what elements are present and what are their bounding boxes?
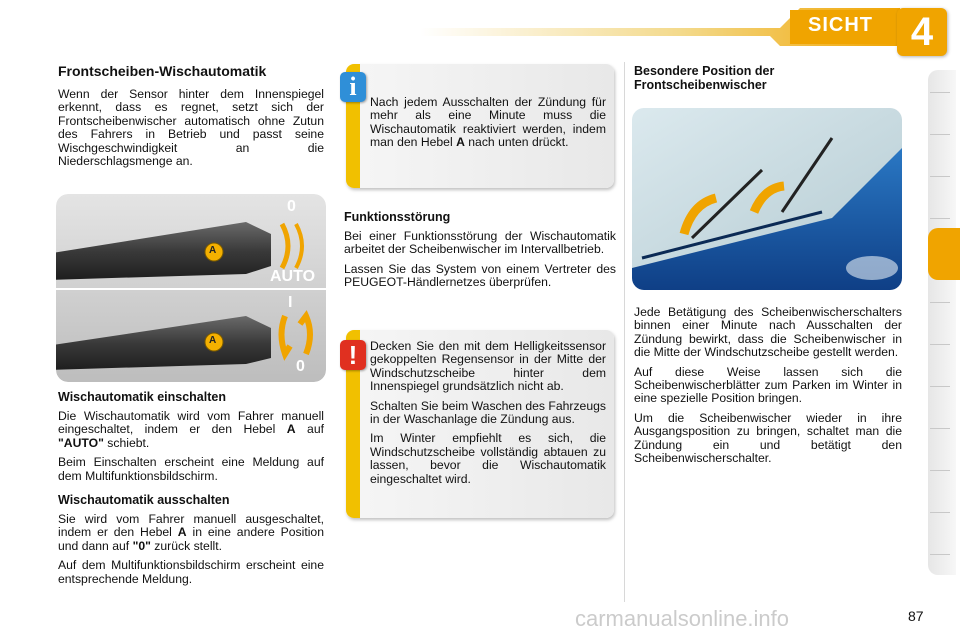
warning-text: Decken Sie den mit dem Helligkeitssensor gekoppelten Regensensor in der Mitte der Windschutzscheibe hinter dem Innenspiegel grundsätzlich nicht ab. Schalten Sie beim Waschen des Fahrzeugs in der Waschanlage die Zündung aus. Im Winter empfiehlt es sich, die Windschutzscheibe vollständig abtauen zu lassen, bevor die Wischautomatik eingeschaltet wird.	[370, 339, 606, 486]
wiper-stalk-illustration	[56, 194, 326, 382]
section-title: SICHT	[808, 14, 873, 36]
label-zero-top: 0	[287, 198, 296, 215]
special-position-text-2: Auf diese Weise lassen sich die Scheibenwischerblätter zum Parken im Winter in eine spezielle Position bringen.	[634, 364, 902, 406]
special-position-heading: Besondere Position der Frontscheibenwischer	[634, 64, 775, 92]
chapter-tabs	[928, 70, 956, 575]
switch-on-heading: Wischautomatik einschalten	[58, 390, 226, 404]
label-auto: AUTO	[270, 268, 316, 285]
fault-text-1: Bei einer Funktionsstörung der Wischautomatik arbeitet der Scheibenwischer im Intervallbetrieb.	[344, 229, 616, 257]
warning-icon: !	[340, 340, 366, 370]
fault-section	[344, 210, 616, 296]
special-position-text-1: Jede Betätigung des Scheibenwischerschalters binnen einer Minute nach Ausschalten der Zündung bewirkt, dass die Scheibenwischer in die Mitte der Windschutzscheibe gestellt werden.	[634, 305, 902, 360]
switch-off-text: Sie wird vom Fahrer manuell ausgeschaltet, indem er den Hebel A in eine andere Position und dann auf "0" zurück stellt.	[58, 512, 324, 553]
switch-off-message: Auf dem Multifunktionsbildschirm erscheint eine entsprechende Meldung.	[58, 558, 324, 586]
warning-box	[346, 330, 614, 518]
label-lever-bottom: A	[209, 335, 217, 346]
special-position-text-3: Um die Scheibenwischer wieder in ihre Ausgangsposition zu bringen, schaltet man die Zündung ein und betätigt den Scheibenwischerschalter.	[634, 410, 902, 466]
info-text: Nach jedem Ausschalten der Zündung für mehr als eine Minute muss die Wischautomatik reaktiviert werden, indem man den Hebel A nach unten drückt.	[370, 95, 606, 150]
info-icon: i	[340, 72, 366, 102]
windscreen-wipers-illustration	[632, 108, 902, 290]
info-box	[346, 64, 614, 188]
switch-on-section	[58, 390, 324, 489]
fault-text-2: Lassen Sie das System von einem Vertreter des PEUGEOT-Händlernetzes überprüfen.	[344, 261, 616, 290]
switch-on-text: Die Wischautomatik wird vom Fahrer manuell eingeschaltet, indem er den Hebel A auf "AUTO" schiebt.	[58, 409, 324, 450]
special-position-text	[634, 306, 902, 471]
label-zero-bottom: 0	[296, 358, 305, 375]
page-title: Frontscheiben-Wischautomatik	[58, 63, 267, 79]
switch-off-section	[58, 493, 324, 592]
label-one: I	[288, 294, 293, 311]
label-lever-top: A	[209, 245, 217, 256]
page-number: 87	[908, 608, 924, 624]
column-divider	[624, 62, 625, 602]
switch-off-heading: Wischautomatik ausschalten	[58, 493, 230, 507]
switch-on-message: Beim Einschalten erscheint eine Meldung auf dem Multifunktionsbildschirm.	[58, 455, 324, 483]
chapter-number-badge: 4	[897, 8, 947, 56]
fault-heading: Funktionsstörung	[344, 210, 451, 224]
intro-paragraph	[58, 88, 324, 174]
intro-text: Wenn der Sensor hinter dem Innenspiegel erkennt, dass es regnet, setzt sich der Frontscheibenwischer automatisch ohne Zutun des Fahrers in Betrieb und passt seine Wischgeschwindigkeit an die Niederschlagsmenge an.	[58, 87, 324, 169]
chapter-tab-active[interactable]	[928, 228, 960, 280]
watermark: carmanualsonline.info	[575, 606, 790, 631]
